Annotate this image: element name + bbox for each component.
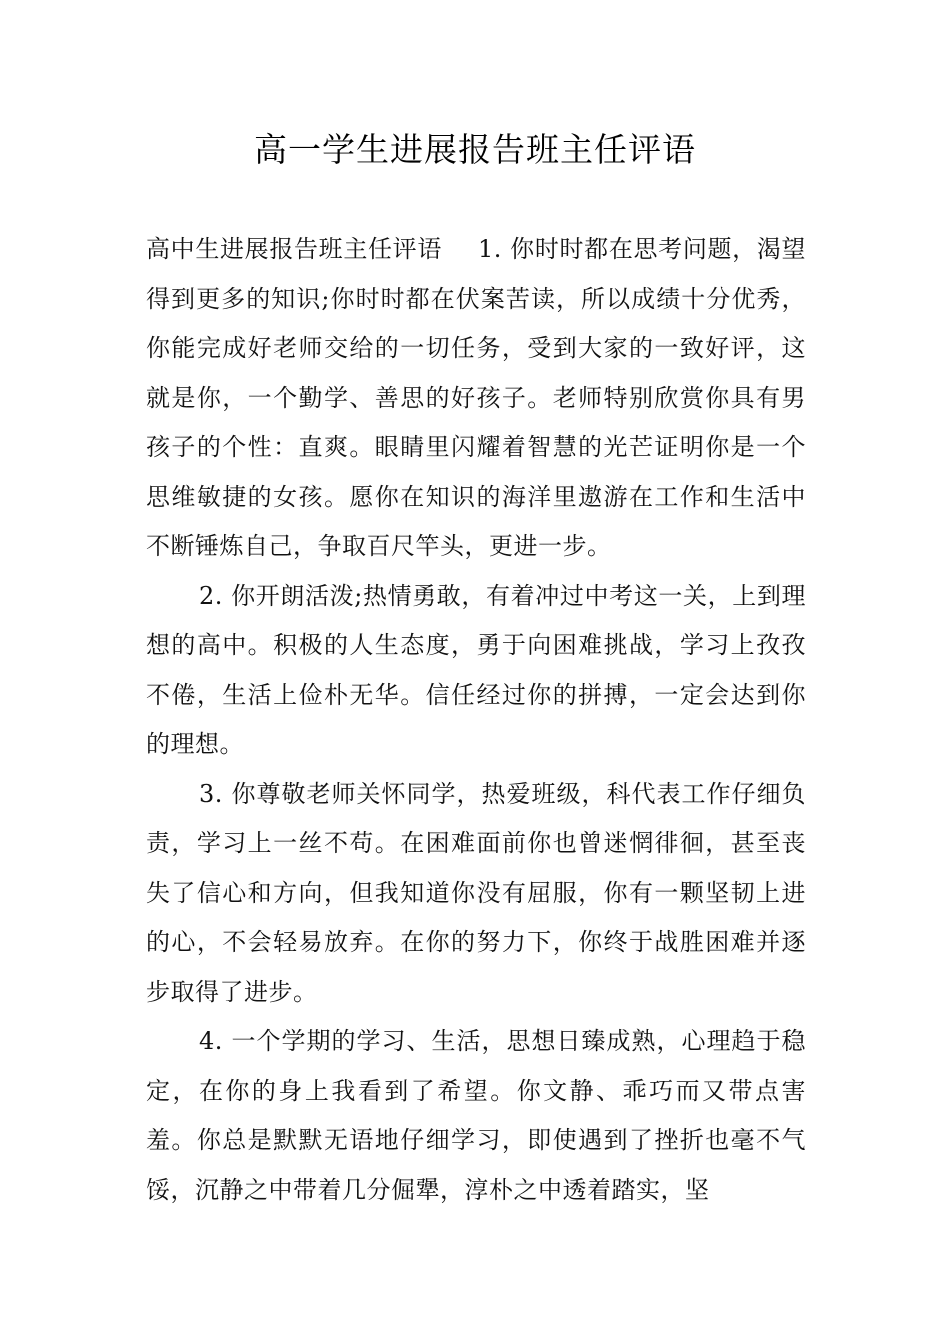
lead-title: 高中生进展报告班主任评语 [146, 235, 442, 263]
paragraph-3: 3. 你尊敬老师关怀同学，热爱班级，科代表工作仔细负责，学习上一丝不苟。在困难面前你也曾迷惘徘徊，甚至丧失了信心和方向，但我知道你没有屈服，你有一颗坚韧上进的心，不会轻易放弃。在你的努力下，你终于战胜困难并逐步取得了进步。 [146, 779, 806, 1006]
paragraph-1 [146, 225, 806, 572]
paragraph-4: 4. 一个学期的学习、生活，思想日臻成熟，心理趋于稳定，在你的身上我看到了希望。你文静、乖巧而又带点害羞。你总是默默无语地仔细学习，即使遇到了挫折也毫不气馁，沉静之中带着几分倔犟，淳朴之中透着踏实，坚 [146, 1027, 806, 1204]
paragraph-2: 2. 你开朗活泼;热情勇敢，有着冲过中考这一关，上到理想的高中。积极的人生态度，勇于向困难挑战，学习上孜孜不倦，生活上俭朴无华。信任经过你的拼搏，一定会达到你的理想。 [146, 581, 806, 758]
document-body [146, 225, 806, 1215]
document-title: 高一学生进展报告班主任评语 [254, 130, 696, 169]
paragraph-1-text: 1. 你时时都在思考问题，渴望得到更多的知识;你时时都在伏案苦读，所以成绩十分优秀，你能完成好老师交给的一切任务，受到大家的一致好评，这就是你，一个勤学、善思的好孩子。老师特别欣赏你具有男孩子的个性：直爽。眼睛里闪耀着智慧的光芒证明你是一个思维敏捷的女孩。愿你在知识的海洋里遨游在工作和生活中不断锤炼自己，争取百尺竿头，更进一步。 [146, 235, 806, 560]
